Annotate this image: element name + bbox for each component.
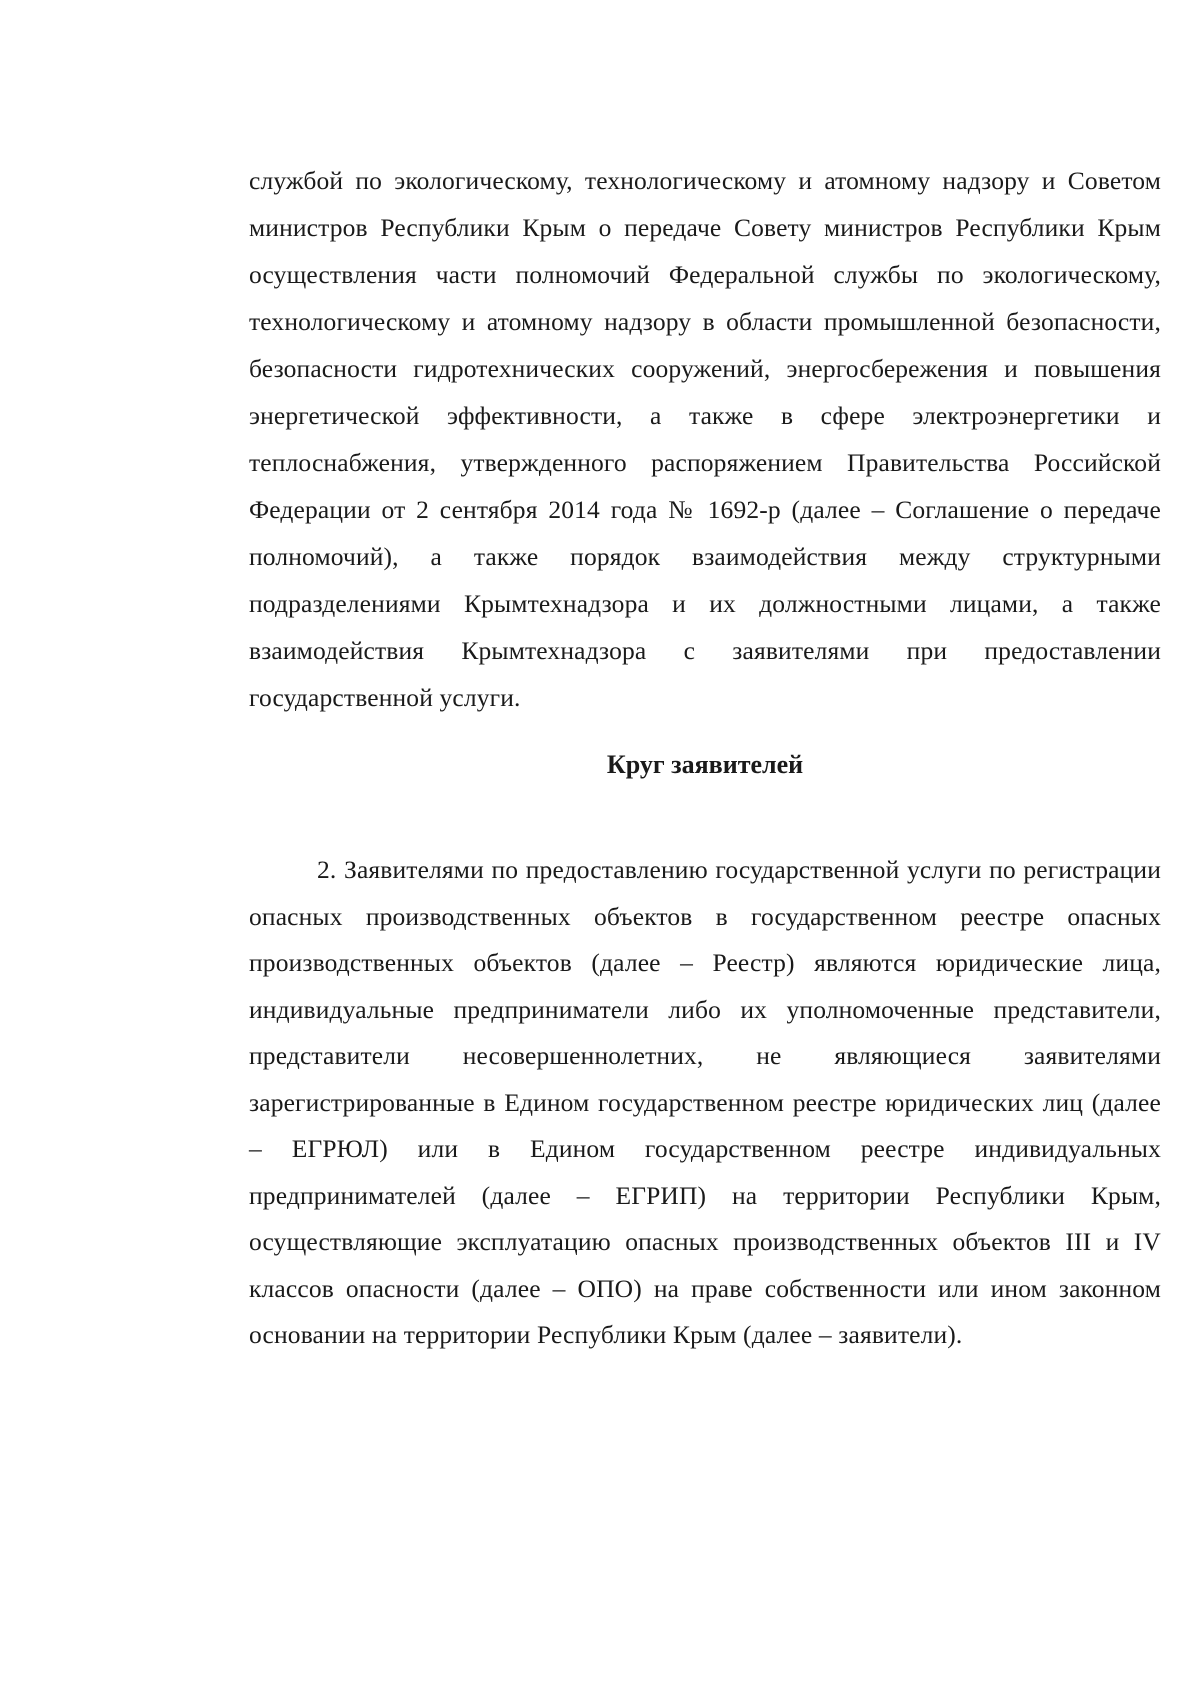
paragraph-continuation: службой по экологическому, технологическому и атомному надзору и Советом министров Республики Крым о передаче Совету министров Республики Крым осуществления части полномочий Федеральной службы по экологическому, технологическому и атомному надзору в области промышленной безопасности, безопасности гидротехнических сооружений, энергосбережения и повышения энергетической эффективности, а также в сфере электроэнергетики и теплоснабжения, утвержденного распоряжением Правительства Российской Федерации от 2 сентября 2014 года № 1692-р (далее – Соглашение о передаче полномочий), а также порядок взаимодействия между структурными подразделениями Крымтехнадзора и их должностными лицами, а также взаимодействия Крымтехнадзора с заявителями при предоставлении государственной услуги. (249, 166, 1161, 712)
section-heading: Круг заявителей (606, 750, 804, 779)
paragraph-applicants: 2. Заявителями по предоставлению государственной услуги по регистрации опасных производственных объектов в государственном реестре опасных производственных объектов (далее – Реестр) являются юридические лица, индивидуальные предприниматели либо их уполномоченные представители, представители несовершеннолетних, не являющиеся заявителями зарегистрированные в Едином государственном реестре юридических лиц (далее – ЕГРЮЛ) или в Едином государственном реестре индивидуальных предпринимателей (далее – ЕГРИП) на территории Республики Крым, осуществляющие эксплуатацию опасных производственных объектов III и IV классов опасности (далее – ОПО) на праве собственности или ином законном основании на территории Республики Крым (далее – заявители). (249, 855, 1161, 1349)
